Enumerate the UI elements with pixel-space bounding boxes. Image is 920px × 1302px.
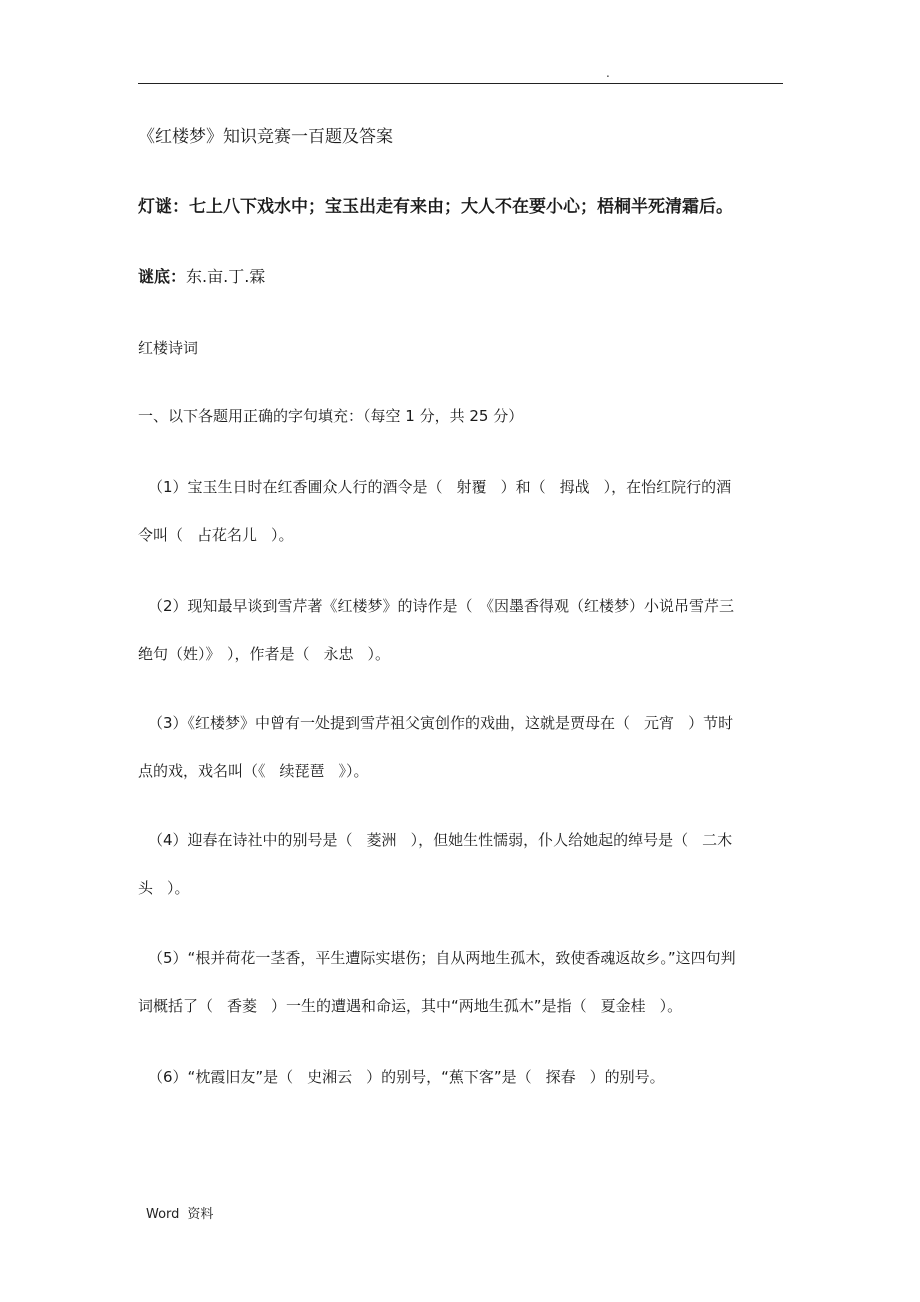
question-text: 词概括了（ xyxy=(138,997,214,1015)
question-text: 点的戏，戏名叫（《 xyxy=(138,762,266,780)
answer-blank: 《因墨香得观（红楼梦）小说吊雪芹三 xyxy=(486,597,735,615)
question-5 xyxy=(138,947,782,1017)
question-text: ），但她生性懦弱，仆人给她起的绰号是（ xyxy=(410,831,689,849)
question-6 xyxy=(138,1066,782,1088)
answer-blank: 射覆 xyxy=(456,478,487,496)
question-text: ），在怡红院行的酒 xyxy=(603,478,732,496)
question-text: （5）“根并荷花一茎香，平生遭际实堪伤；自从两地生孤木，致使香魂返故乡。”这四句判 xyxy=(148,949,736,967)
question-text: ）节时 xyxy=(688,714,734,732)
answer-blank: 头 xyxy=(138,879,154,897)
answer-blank: 史湘云 xyxy=(307,1068,353,1086)
question-text: ）。 xyxy=(167,879,190,897)
answer-blank: 永忠 xyxy=(323,645,354,663)
question-row xyxy=(138,995,782,1017)
question-text: ）的别号，“蕉下客”是（ xyxy=(366,1068,532,1086)
question-text: （3）《红楼梦》中曾有一处提到雪芹祖父寅创作的戏曲，这就是贾母在（ xyxy=(148,714,631,732)
question-2 xyxy=(138,595,782,665)
question-text: （4）迎春在诗社中的别号是（ xyxy=(148,831,353,849)
answer-blank: 菱洲 xyxy=(366,831,397,849)
riddle-answer-label: 谜底： xyxy=(138,267,187,286)
question-row xyxy=(138,476,782,498)
answer-blank: 续琵琶 xyxy=(279,762,325,780)
answer-blank: 探春 xyxy=(545,1068,576,1086)
question-row xyxy=(138,877,782,899)
riddle-answer xyxy=(138,266,265,288)
question-row xyxy=(138,947,782,969)
question-row xyxy=(138,524,782,546)
question-text: （1）宝玉生日时在红香圃众人行的酒令是（ xyxy=(148,478,443,496)
question-text: ）。 xyxy=(367,645,391,663)
question-text: ）。 xyxy=(659,997,683,1015)
riddle-text: 灯谜：七上八下戏水中；宝玉出走有来由；大人不在要小心；梧桐半死清霜后。 xyxy=(138,197,733,217)
header-rule xyxy=(138,83,783,84)
question-row xyxy=(138,595,782,617)
riddle-answer-text: 东.亩.丁.霖 xyxy=(186,267,266,286)
instruction-text: 一、以下各题用正确的字句填充：（每空 1 分，共 25 分） xyxy=(138,407,524,425)
question-text: ）一生的遭遇和命运，其中“两地生孤木”是指（ xyxy=(271,997,587,1015)
question-3 xyxy=(138,712,782,782)
question-text: 令叫（ xyxy=(138,526,184,544)
question-row xyxy=(138,712,782,734)
answer-blank: 绝句（姓）》 xyxy=(138,645,214,663)
footer-word: Word xyxy=(146,1207,180,1222)
question-text: ），作者是（ xyxy=(227,645,310,663)
answer-blank: 二木 xyxy=(702,831,733,849)
question-text: （6）“枕霞旧友”是（ xyxy=(148,1068,294,1086)
answer-blank: 占花名儿 xyxy=(197,526,258,544)
question-text: 》）。 xyxy=(338,762,369,780)
page-footer xyxy=(146,1207,213,1223)
question-text: ）的别号。 xyxy=(589,1068,665,1086)
footer-label: 资料 xyxy=(187,1207,214,1222)
section-heading: 红楼诗词 xyxy=(138,339,199,357)
question-row xyxy=(138,643,782,665)
answer-blank: 夏金桂 xyxy=(600,997,646,1015)
header-dot: . xyxy=(606,66,610,80)
answer-blank: 香菱 xyxy=(227,997,258,1015)
question-text: ）。 xyxy=(271,526,294,544)
answer-blank: 拇战 xyxy=(559,478,590,496)
question-4 xyxy=(138,829,782,899)
question-row xyxy=(138,760,782,782)
answer-blank: 元宵 xyxy=(644,714,675,732)
page-title: 《红楼梦》知识竞赛一百题及答案 xyxy=(138,127,393,147)
question-1 xyxy=(138,476,782,546)
question-text: ）和（ xyxy=(500,478,546,496)
question-row xyxy=(138,829,782,851)
question-row xyxy=(138,1066,782,1088)
question-text: （2）现知最早谈到雪芹著《红楼梦》的诗作是（ xyxy=(148,597,473,615)
